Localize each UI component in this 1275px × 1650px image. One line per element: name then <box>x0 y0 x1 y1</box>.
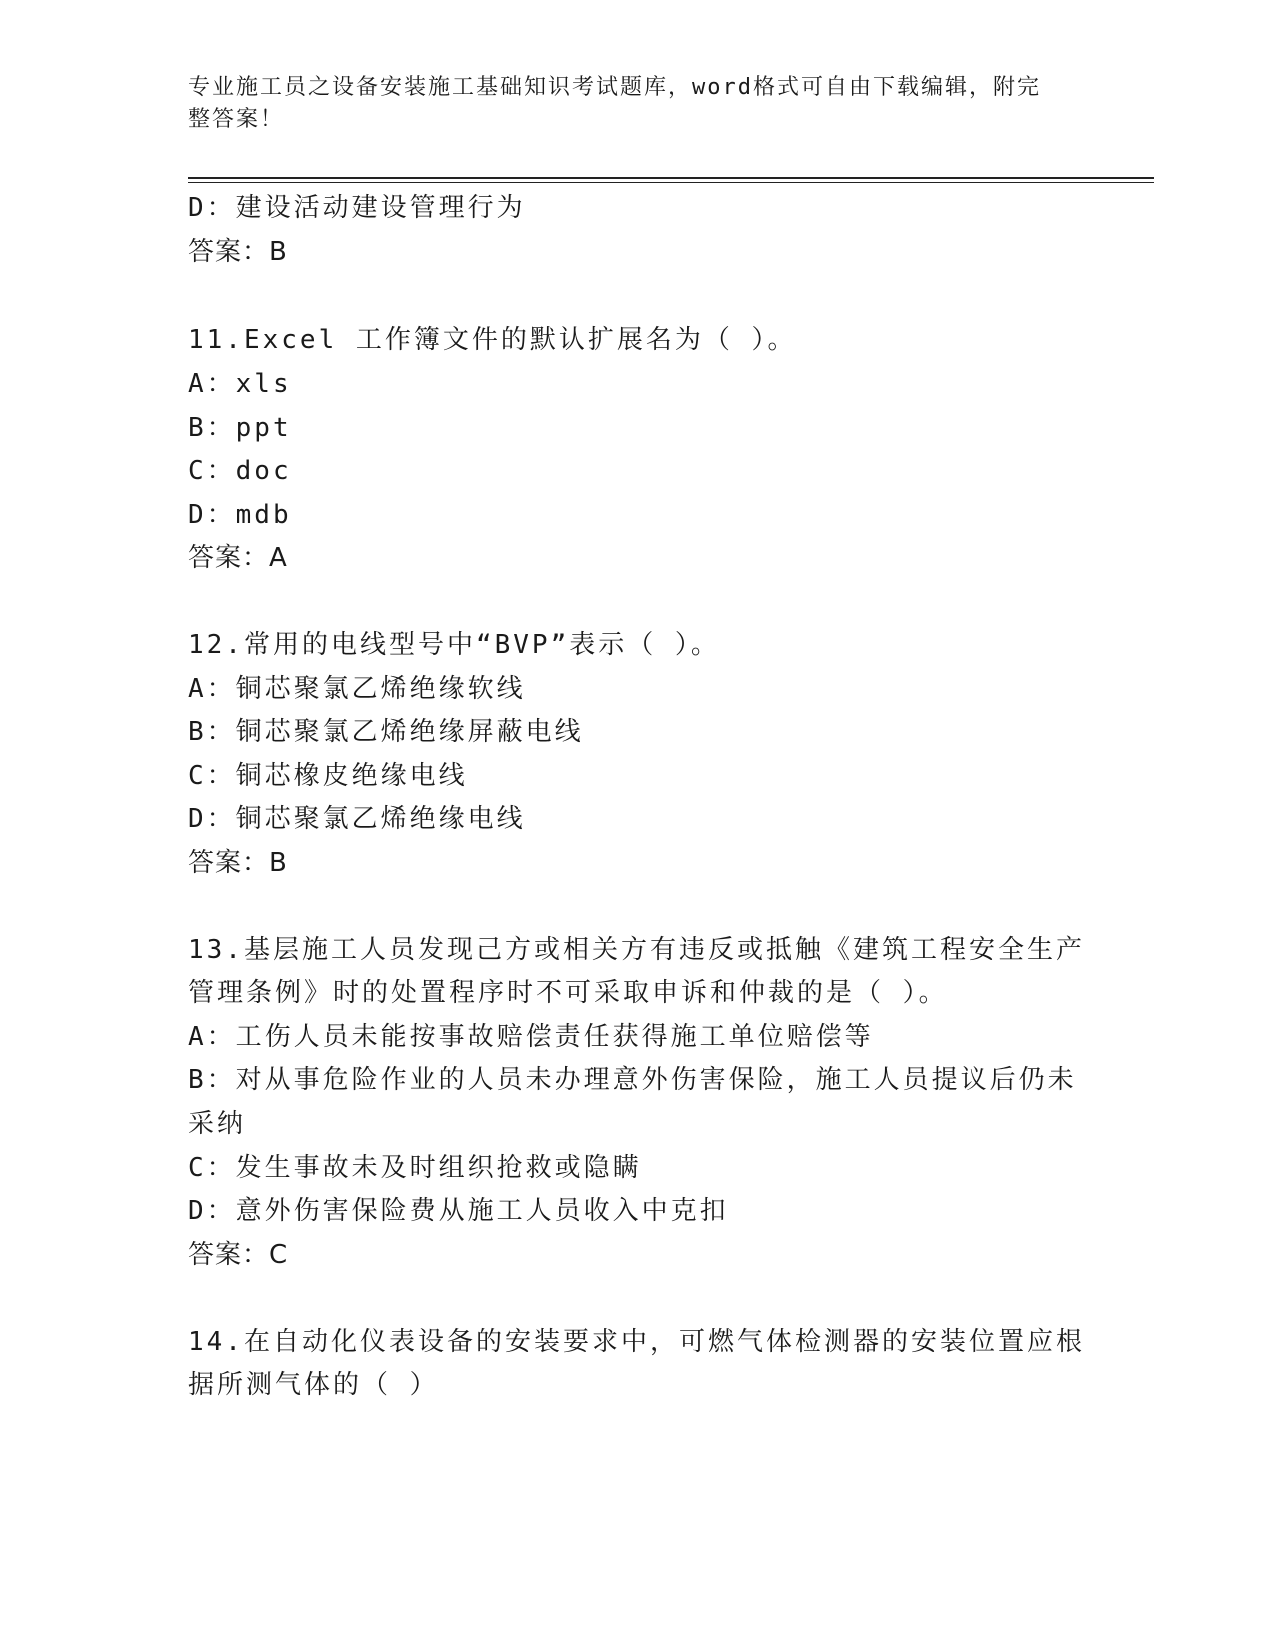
header-divider-thin <box>188 182 1154 183</box>
q11-option-b: B：ppt <box>188 413 292 443</box>
q11-answer: 答案：A <box>188 543 288 573</box>
q13-option-b-line-2: 采纳 <box>188 1109 247 1139</box>
q11-option-c: C：doc <box>188 456 292 486</box>
q14-question-line-1: 14.在自动化仪表设备的安装要求中，可燃气体检测器的安装位置应根 <box>188 1327 1085 1357</box>
q13-option-d: D：意外伤害保险费从施工人员收入中克扣 <box>188 1196 729 1226</box>
q12-option-d: D：铜芯聚氯乙烯绝缘电线 <box>188 804 526 834</box>
prev-option-d: D：建设活动建设管理行为 <box>188 193 526 223</box>
q13-option-b-line-1: B：对从事危险作业的人员未办理意外伤害保险，施工人员提议后仍未 <box>188 1065 1077 1095</box>
q12-question: 12.常用的电线型号中“BVP”表示（ ）。 <box>188 630 720 660</box>
q13-answer: 答案：C <box>188 1240 289 1270</box>
q13-option-c: C：发生事故未及时组织抢救或隐瞒 <box>188 1153 642 1183</box>
q13-question-line-2: 管理条例》时的处置程序时不可采取申诉和仲裁的是（ ）。 <box>188 978 948 1008</box>
document-header <box>188 72 1068 136</box>
header-line-1: 专业施工员之设备安装施工基础知识考试题库，word格式可自由下载编辑，附完 <box>188 75 1041 100</box>
header-divider-thick <box>188 177 1154 179</box>
q12-answer: 答案：B <box>188 848 288 878</box>
q13-option-a: A：工伤人员未能按事故赔偿责任获得施工单位赔偿等 <box>188 1022 874 1052</box>
q12-option-a: A：铜芯聚氯乙烯绝缘软线 <box>188 674 526 704</box>
q11-question: 11.Excel 工作簿文件的默认扩展名为（ ）。 <box>188 325 797 355</box>
q12-option-c: C：铜芯橡皮绝缘电线 <box>188 761 468 791</box>
q13-question-line-1: 13.基层施工人员发现己方或相关方有违反或抵触《建筑工程安全生产 <box>188 935 1085 965</box>
q14-question-line-2: 据所测气体的（ ） <box>188 1370 439 1400</box>
prev-answer: 答案：B <box>188 237 288 267</box>
q11-option-a: A：xls <box>188 369 292 399</box>
q11-option-d: D：mdb <box>188 500 292 530</box>
q12-option-b: B：铜芯聚氯乙烯绝缘屏蔽电线 <box>188 717 584 747</box>
header-line-2: 整答案！ <box>188 107 285 132</box>
